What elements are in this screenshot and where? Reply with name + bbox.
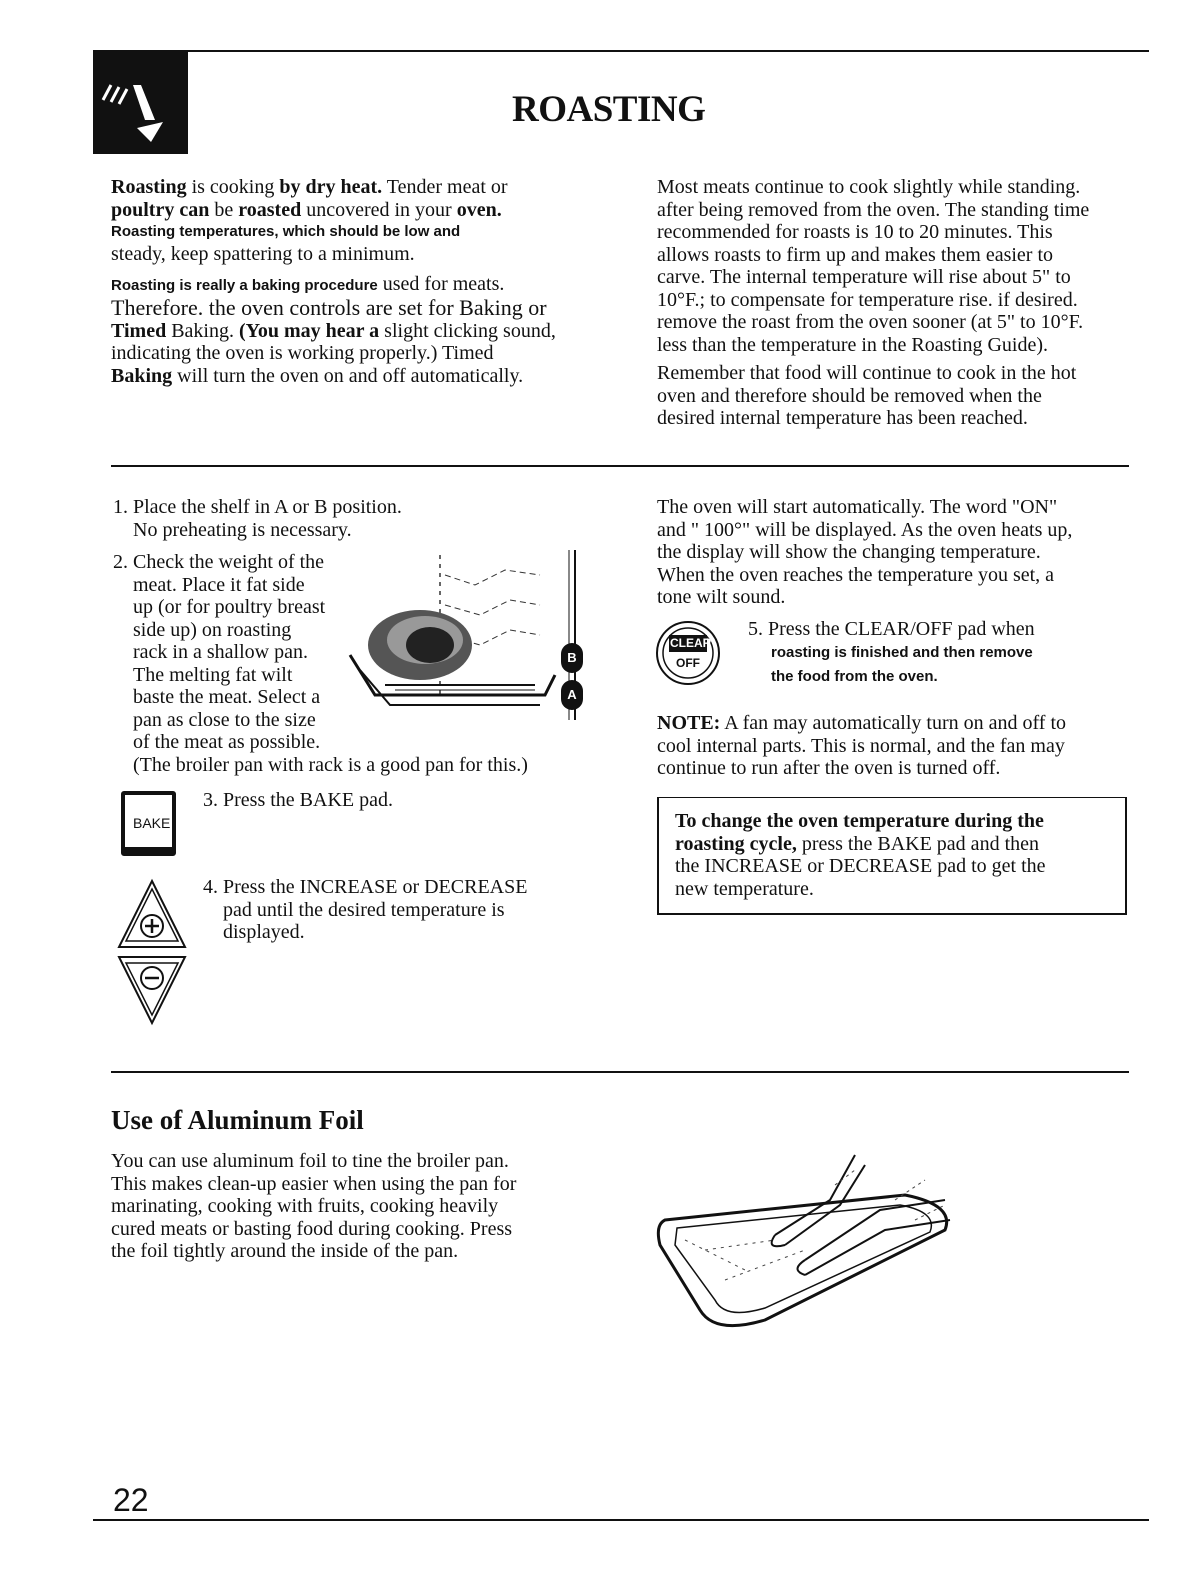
shelf-b-badge: B xyxy=(561,643,583,673)
off-label: OFF xyxy=(676,656,700,670)
section-divider-2 xyxy=(111,1071,1129,1073)
clear-label: CLEAR xyxy=(670,636,712,650)
step-4: 4. Press the INCREASE or DECREASE pad until the desired temperature is displayed. xyxy=(203,876,528,943)
bake-pad-label: BAKE xyxy=(133,815,171,831)
step-2: 2. Check the weight of the meat. Place it fat side up (or for poultry breast side up) on roasting rack in a shallow pan. The melting fat wilt baste the meat. Select a pan as close to the size of the meat as possible. (The broiler pan with rack is a good pan for this.) xyxy=(113,551,528,776)
note-text: NOTE: A fan may automatically turn on and off to cool internal parts. This is normal, and the fan may continue to run after the oven is turned off. xyxy=(657,712,1067,779)
roasting-pan-illustration xyxy=(345,545,595,730)
foil-text: You can use aluminum foil to tine the broiler pan. This makes clean-up easier when using the pan for marinating, cooking with fruits, cooking heavily cured meats or basting food during cooking. Press the foil tightly around the inside of the pan. xyxy=(111,1150,517,1262)
bake-pad-icon xyxy=(121,791,176,856)
bottom-rule xyxy=(93,1519,1149,1521)
intro-left-text: Roasting is cooking by dry heat. Tender meat or poultry can be roasted uncovered in your oven. Roasting temperatures, which should be low and steady, keep spattering to a minimum. Roasting is really a baking procedure used for meats. Therefore. the oven controls are set for Baking or Timed Baking. (You may hear a slight clicking sound, indicating the oven is working properly.) Timed Baking will turn the oven on and off automatically. xyxy=(111,176,556,387)
foil-pan-illustration xyxy=(655,1150,965,1340)
section-divider xyxy=(111,465,1129,467)
decrease-pad-icon xyxy=(116,954,188,1026)
top-rule xyxy=(93,50,1149,52)
foil-heading: Use of Aluminum Foil xyxy=(111,1105,364,1135)
intro-right-text: Most meats continue to cook slightly while standing. after being removed from the oven. The standing time recommended for roasts is 10 to 20 minutes. This allows roasts to firm up and makes them easier to carve. The internal temperature will rise about 5" to 10°F.; to compensate for temperature rise. if desired. remove the roast from the oven sooner (at 5" to 10°F. less than the temperature in the Roasting Guide). Remember that food will continue to cook in the hot oven and therefore should be removed when the desired internal temperature has been reached. xyxy=(657,176,1090,429)
page-title: ROASTING xyxy=(512,89,706,130)
shelf-a-badge: A xyxy=(561,680,583,710)
page-number: 22 xyxy=(113,1482,149,1518)
right-col-text: The oven will start automatically. The word "ON" and " 100°" will be displayed. As the oven heats up, the display will show the changing temperature. When the oven reaches the temperature you set, a tone wilt sound. xyxy=(657,496,1073,608)
clear-off-pad-icon xyxy=(655,618,721,688)
callout-box: To change the oven temperature during the roasting cycle, press the BAKE pad and then the INCREASE or DECREASE pad to get the new temperature. xyxy=(657,797,1127,915)
logo-icon xyxy=(93,50,188,154)
increase-pad-icon xyxy=(116,878,188,950)
step-3: 3. Press the BAKE pad. xyxy=(203,789,393,811)
step-1: 1. Place the shelf in A or B position. No preheating is necessary. xyxy=(113,496,402,541)
step-5: 5. Press the CLEAR/OFF pad when roasting is finished and then remove the food from the oven. xyxy=(748,618,1035,685)
